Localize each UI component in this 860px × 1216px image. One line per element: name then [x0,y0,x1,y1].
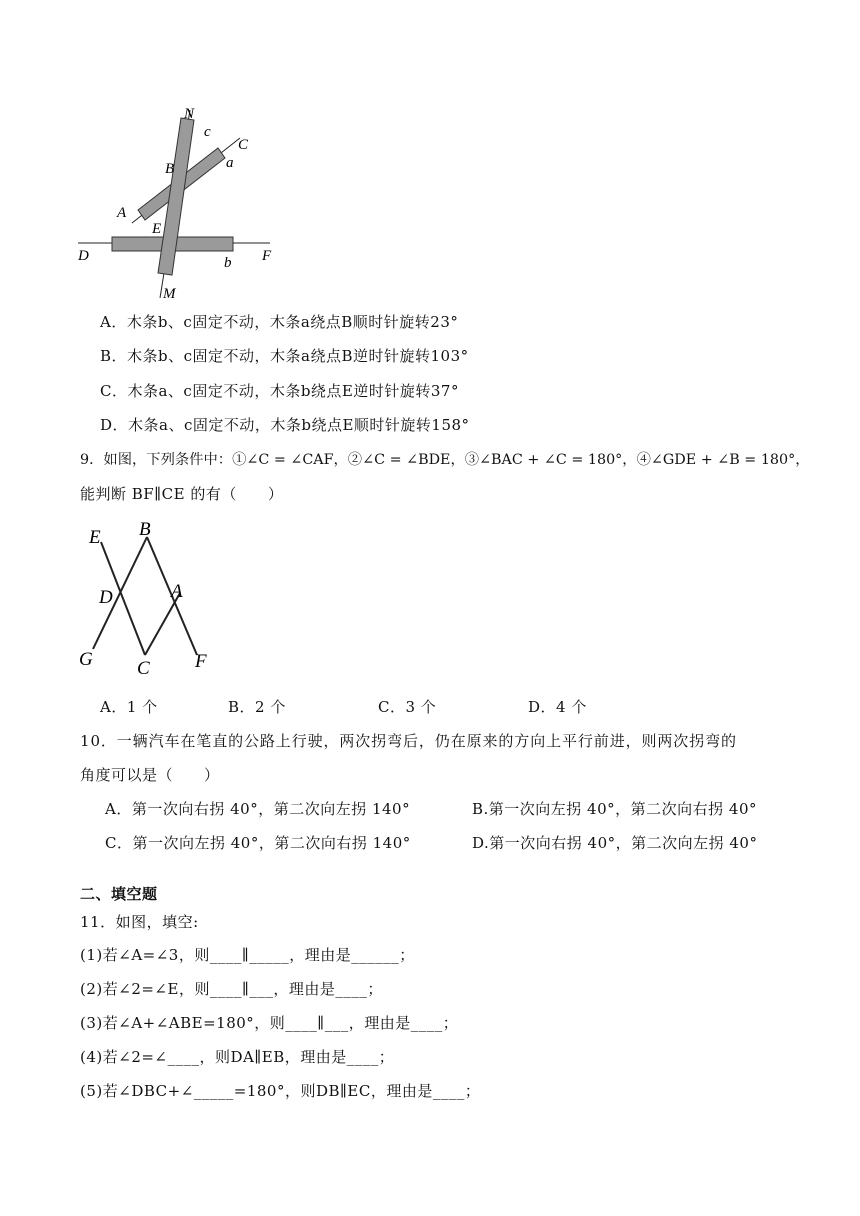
bf-ce-figure [75,515,215,679]
label-b: b [224,255,232,271]
q11-item-4: (4)若∠2=∠____，则DA∥EB，理由是____； [80,1048,395,1066]
q10-option-d: D.第一次向右拐 40°，第二次向左拐 40° [472,834,758,852]
q8-option-c: C．木条a、c固定不动，木条b绕点E逆时针旋转37° [100,382,459,400]
q8-option-a: A．木条b、c固定不动，木条a绕点B顺时针旋转23° [100,313,459,331]
label-M: M [163,286,176,302]
label-D: D [78,248,89,264]
q11-item-2: (2)若∠2=∠E，则____∥___，理由是____； [80,980,383,998]
q10-stem-line2: 角度可以是（ ） [80,766,220,784]
q10-option-a: A．第一次向右拐 40°，第二次向左拐 140° [105,800,411,818]
wooden-strips-figure [70,100,270,305]
q10-stem-line1: 10．一辆汽车在笔直的公路上行驶，两次拐弯后，仍在原来的方向上平行前进，则两次拐弯的 [80,732,737,750]
section-heading: 二、填空题 [80,885,158,903]
q11-stem: 11．如图，填空: [80,913,199,931]
label-a: a [226,155,234,171]
q8-option-b: B．木条b、c固定不动，木条a绕点B逆时针旋转103° [100,347,469,365]
fig2-label-F: F [195,651,207,672]
fig2-label-E: E [89,527,101,548]
fig2-label-A: A [171,581,183,602]
q9-stem-line1: 9．如图，下列条件中：①∠C = ∠CAF，②∠C = ∠BDE，③∠BAC + ∠C = 180°，④∠GDE + ∠B = 180°， [80,452,810,468]
label-N: N [184,106,195,122]
q9-stem-line2: 能判断 BF∥CE 的有（ ） [80,485,284,503]
label-C: C [238,137,249,153]
q11-item-1: (1)若∠A=∠3，则____∥_____，理由是______； [80,946,415,964]
q9-option-a: A．1 个 [100,698,158,716]
fig2-label-C: C [137,658,150,679]
q10-option-b: B.第一次向左拐 40°，第二次向右拐 40° [472,800,758,818]
q9-option-d: D．4 个 [528,698,587,716]
q8-option-d: D．木条a、c固定不动，木条b绕点E顺时针旋转158° [100,416,470,434]
label-F: F [262,248,272,264]
q9-option-b: B．2 个 [228,698,286,716]
label-c: c [204,124,211,140]
q10-option-c: C．第一次向左拐 40°，第二次向右拐 140° [105,834,411,852]
q9-option-c: C．3 个 [378,698,437,716]
label-E: E [152,221,162,237]
label-A: A [117,205,127,221]
fig2-label-G: G [79,649,93,670]
label-B: B [165,161,175,177]
q11-item-3: (3)若∠A+∠ABE=180°，则____∥___，理由是____； [80,1014,459,1032]
fig2-label-B: B [139,519,151,540]
q11-item-5: (5)若∠DBC+∠_____=180°，则DB∥EC，理由是____； [80,1082,481,1100]
fig2-label-D: D [99,587,113,608]
